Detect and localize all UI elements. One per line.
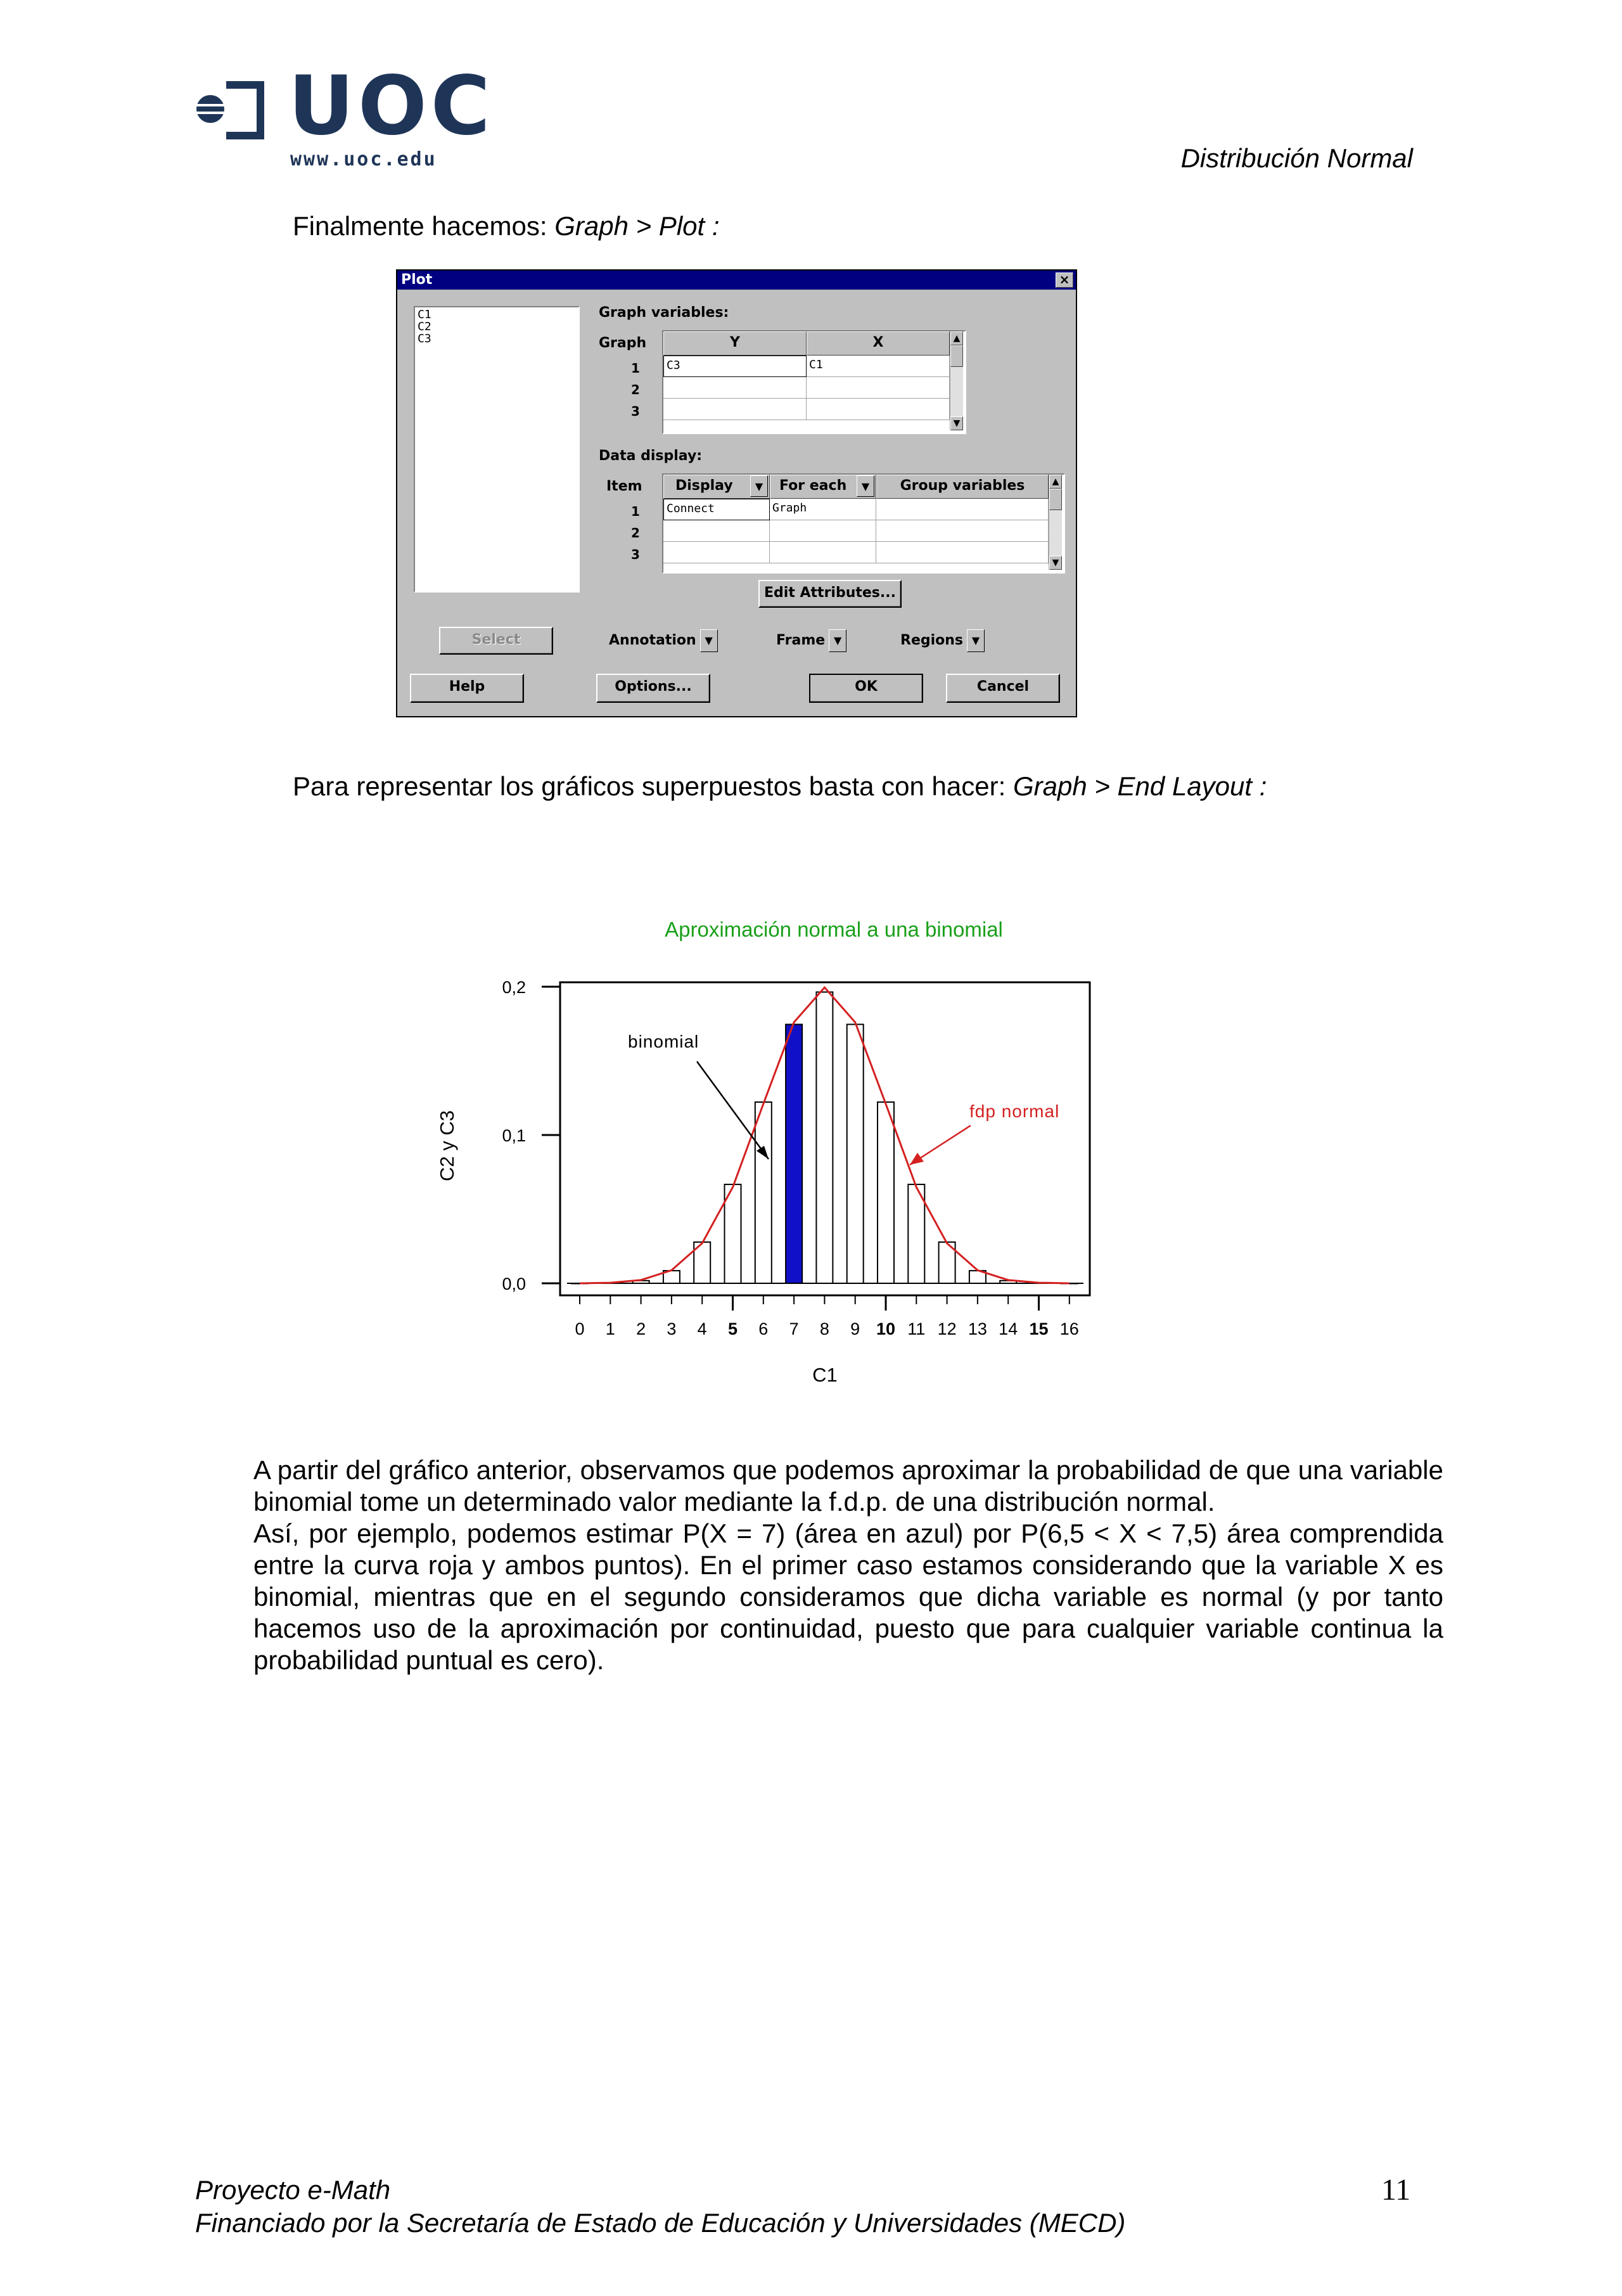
data-display-label: Data display: bbox=[599, 448, 703, 464]
x-tick-label: 11 bbox=[907, 1319, 926, 1338]
x-tick-label: 16 bbox=[1059, 1319, 1079, 1338]
instruction-text: Finalmente hacemos: bbox=[293, 211, 555, 241]
y-axis bbox=[502, 978, 560, 1293]
annotation-dropdown[interactable] bbox=[609, 629, 718, 652]
dialog-title: Plot bbox=[401, 272, 433, 288]
chevron-down-icon[interactable]: ▼ bbox=[700, 629, 718, 652]
x-tick-label: 15 bbox=[1029, 1319, 1049, 1338]
scroll-down-icon[interactable]: ▼ bbox=[1049, 556, 1062, 570]
regions-label: Regions bbox=[900, 632, 964, 648]
x-axis bbox=[575, 1295, 1078, 1338]
graph-row-number: 1 bbox=[631, 361, 640, 376]
y-tick-label: 0,0 bbox=[502, 1274, 526, 1293]
instruction-text: Para representar los gráficos superpuestos basta con hacer: bbox=[293, 771, 1013, 801]
bar bbox=[816, 992, 833, 1283]
binomial-normal-chart bbox=[431, 913, 1128, 1394]
item1-display-cell[interactable]: Connect bbox=[663, 499, 770, 520]
binomial-annotation: binomial bbox=[628, 1032, 699, 1051]
menu-path: Graph > Plot : bbox=[554, 211, 720, 241]
logo-url: www.uoc.edu bbox=[290, 148, 437, 170]
chart-title: Aproximación normal a una binomial bbox=[665, 918, 1003, 941]
normal-annotation: fdp normal bbox=[969, 1101, 1060, 1121]
arrow-head-icon bbox=[910, 1153, 924, 1165]
graph1-y-cell[interactable]: C3 bbox=[663, 356, 807, 377]
graph2-y-cell[interactable] bbox=[663, 377, 807, 399]
scroll-up-icon[interactable]: ▲ bbox=[1049, 475, 1062, 489]
group-column-header: Group variables bbox=[876, 475, 1049, 499]
x-tick-label: 1 bbox=[605, 1319, 615, 1338]
x-tick-label: 8 bbox=[819, 1319, 829, 1338]
display-column-header[interactable] bbox=[663, 475, 770, 499]
x-tick-label: 14 bbox=[999, 1319, 1018, 1338]
graph2-x-cell[interactable] bbox=[807, 377, 950, 399]
y-axis-label: C2 y C3 bbox=[436, 1110, 458, 1181]
x-tick-label: 2 bbox=[636, 1319, 646, 1338]
dialog-titlebar bbox=[397, 271, 1076, 290]
chevron-down-icon[interactable]: ▼ bbox=[967, 629, 985, 652]
graph3-y-cell[interactable] bbox=[663, 399, 807, 420]
item1-foreach-cell[interactable]: Graph bbox=[770, 499, 876, 520]
instruction-plot bbox=[293, 210, 720, 242]
display-grid-scrollbar[interactable] bbox=[1049, 475, 1062, 570]
frame-label: Frame bbox=[776, 632, 826, 648]
plot-dialog bbox=[396, 269, 1077, 717]
annotation-label: Annotation bbox=[609, 632, 696, 648]
chevron-down-icon[interactable]: ▼ bbox=[857, 475, 874, 497]
variable-item[interactable]: C1 bbox=[418, 308, 431, 321]
ok-button[interactable]: OK bbox=[809, 674, 923, 703]
x-tick-label: 3 bbox=[667, 1319, 677, 1338]
y-column-header: Y bbox=[663, 331, 807, 356]
item3-group-cell[interactable] bbox=[876, 542, 1049, 563]
graph-row-number: 3 bbox=[631, 404, 640, 419]
x-tick-label: 0 bbox=[575, 1319, 585, 1338]
page-number: 11 bbox=[1381, 2173, 1411, 2207]
graph-row-number: 2 bbox=[631, 382, 640, 397]
display-header-label: Display bbox=[675, 478, 733, 494]
x-axis-label: C1 bbox=[812, 1364, 838, 1386]
paragraph: Así, por ejemplo, podemos estimar P(X = 7) (área en azul) por P(6,5 < X < 7,5) área comprendida entre la curva roja y ambos puntos). En el primer caso estamos considerando que la variable X es binomial, mientras que en el segundo consideramos que dicha variable es normal (y por tanto hacemos uso de la aproximación por continuidad, puesto que para cualquier variable continua la probabilidad puntual es cero). bbox=[253, 1518, 1443, 1675]
bar bbox=[847, 1024, 864, 1283]
regions-dropdown[interactable] bbox=[900, 629, 985, 652]
item-row-number: 1 bbox=[631, 504, 640, 519]
close-icon[interactable]: × bbox=[1056, 273, 1073, 288]
item2-group-cell[interactable] bbox=[876, 520, 1049, 542]
x-tick-label: 6 bbox=[758, 1319, 769, 1338]
y-tick-label: 0,2 bbox=[502, 978, 526, 997]
header-title: Distribución Normal bbox=[1180, 143, 1413, 173]
variable-item[interactable]: C3 bbox=[418, 332, 431, 345]
x-tick-label: 12 bbox=[937, 1319, 957, 1338]
frame-dropdown[interactable] bbox=[776, 629, 846, 652]
x-tick-label: 5 bbox=[727, 1319, 738, 1338]
x-tick-label: 4 bbox=[697, 1319, 707, 1338]
graph1-x-cell[interactable]: C1 bbox=[807, 356, 950, 377]
item3-display-cell[interactable] bbox=[663, 542, 770, 563]
x-tick-label: 9 bbox=[850, 1319, 860, 1338]
variable-list[interactable] bbox=[414, 306, 580, 593]
chevron-down-icon[interactable]: ▼ bbox=[829, 629, 846, 652]
edit-attributes-button[interactable]: Edit Attributes... bbox=[758, 580, 902, 608]
y-tick-label: 0,1 bbox=[502, 1126, 526, 1145]
item-row-number: 2 bbox=[631, 525, 640, 541]
graph-variables-grid bbox=[662, 330, 966, 434]
scroll-thumb[interactable] bbox=[950, 345, 963, 367]
bar bbox=[755, 1102, 772, 1283]
cancel-button[interactable]: Cancel bbox=[946, 674, 1060, 703]
graph3-x-cell[interactable] bbox=[807, 399, 950, 420]
item2-foreach-cell[interactable] bbox=[770, 520, 876, 542]
bar bbox=[786, 1024, 802, 1283]
scroll-down-icon[interactable]: ▼ bbox=[950, 416, 963, 430]
help-button[interactable]: Help bbox=[410, 674, 524, 703]
chevron-down-icon[interactable]: ▼ bbox=[750, 475, 768, 497]
graph-grid-scrollbar[interactable] bbox=[950, 331, 963, 430]
data-display-grid bbox=[662, 473, 1065, 574]
scroll-thumb[interactable] bbox=[1049, 489, 1062, 510]
x-tick-label: 7 bbox=[789, 1319, 799, 1338]
select-button[interactable]: Select bbox=[439, 627, 553, 655]
scroll-up-icon[interactable]: ▲ bbox=[950, 331, 963, 345]
foreach-header-label: For each bbox=[779, 478, 847, 494]
x-column-header: X bbox=[807, 331, 950, 356]
bar bbox=[878, 1102, 894, 1283]
item2-display-cell[interactable] bbox=[663, 520, 770, 542]
body-text bbox=[253, 1454, 1443, 1676]
foreach-column-header[interactable] bbox=[770, 475, 876, 499]
logo-text: UOC bbox=[288, 59, 494, 153]
footer-project: Proyecto e-Math bbox=[195, 2175, 391, 2205]
paragraph: A partir del gráfico anterior, observamos que podemos aproximar la probabilidad de que una variable binomial tome un determinado valor mediante la f.d.p. de una distribución normal. bbox=[253, 1455, 1443, 1517]
footer-funding: Financiado por la Secretaría de Estado de Educación y Universidades (MECD) bbox=[195, 2208, 1126, 2238]
instruction-end-layout bbox=[293, 771, 1267, 802]
item-column-label: Item bbox=[606, 478, 642, 494]
x-tick-label: 13 bbox=[967, 1319, 987, 1338]
graph-column-label: Graph bbox=[599, 335, 647, 351]
x-tick-label: 10 bbox=[876, 1319, 896, 1338]
graph-variables-label: Graph variables: bbox=[599, 305, 729, 321]
options-button[interactable]: Options... bbox=[596, 674, 710, 703]
variable-item[interactable]: C2 bbox=[418, 320, 431, 333]
item3-foreach-cell[interactable] bbox=[770, 542, 876, 563]
menu-path: Graph > End Layout : bbox=[1012, 771, 1267, 801]
item-row-number: 3 bbox=[631, 547, 640, 562]
item1-group-cell[interactable] bbox=[876, 499, 1049, 520]
